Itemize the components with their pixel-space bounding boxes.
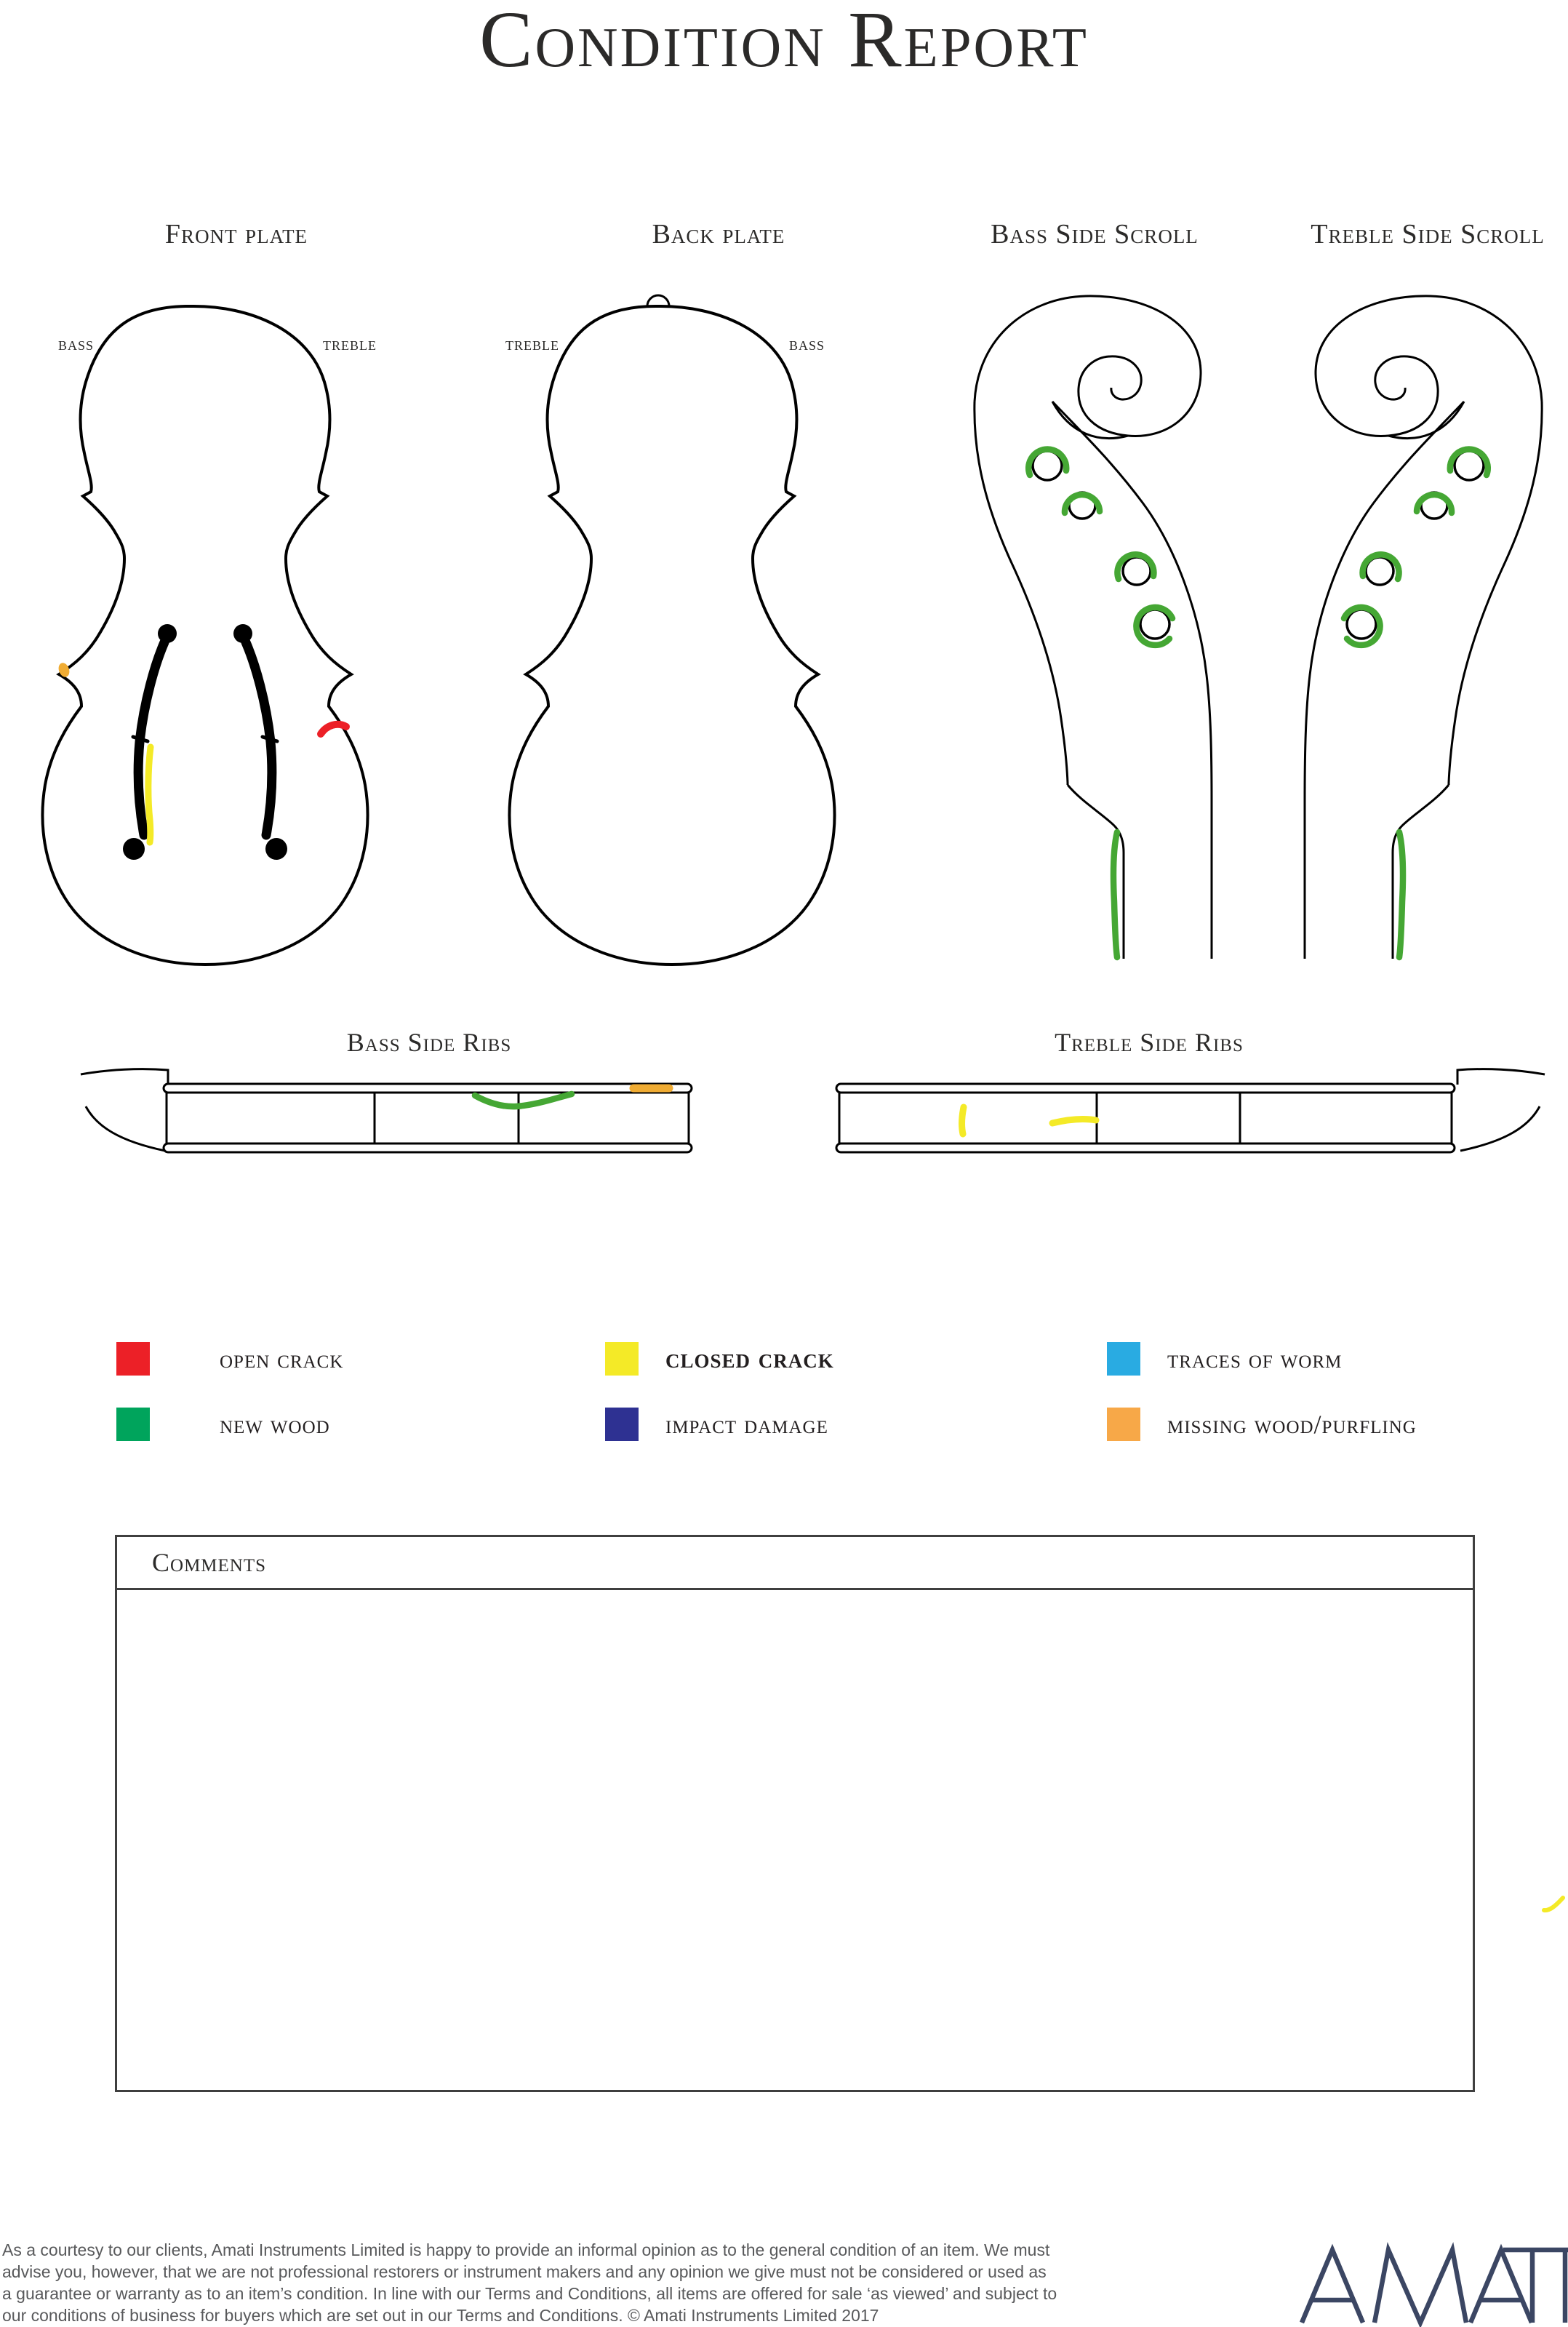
bass-ribs-outline: [81, 1069, 692, 1152]
bass-scroll-diagram: [971, 291, 1218, 982]
legend-label-closed-crack: closed crack: [665, 1343, 834, 1374]
legend-item-missing-wood: [1107, 1406, 1417, 1442]
section-title-back-plate: Back plate: [652, 219, 785, 250]
front-plate-bass-label: bass: [58, 333, 95, 354]
page-title: Condition Report: [479, 0, 1089, 84]
footer-line: advise you, however, that we are not professional restorers or instrument makers and any opinion we give must not be considered or used as: [2, 2262, 1047, 2281]
comments-title: Comments: [152, 1548, 267, 1577]
treble-ribs-diagram: [793, 1058, 1568, 1160]
closed-crack-swatch-icon: [605, 1342, 639, 1376]
comments-box: [115, 1535, 1475, 2092]
right-f-hole-icon: [233, 624, 287, 860]
section-title-bass-scroll: Bass Side Scroll: [991, 219, 1199, 250]
legend-label-new-wood: new wood: [220, 1409, 330, 1439]
footer-disclaimer: [2, 2239, 1289, 2326]
legend-item-closed-crack: [605, 1341, 834, 1376]
back-plate-diagram: [507, 291, 841, 978]
treble-scroll-outline: [1305, 296, 1542, 959]
legend-label-impact-damage: impact damage: [665, 1409, 828, 1439]
legend-item-new-wood: [116, 1406, 330, 1442]
margin-closed-crack-mark: [1540, 1893, 1568, 1916]
comments-input[interactable]: [117, 1590, 1473, 2092]
back-plate-outline: [509, 306, 834, 965]
bass-scroll-new-wood-marks: [1028, 450, 1172, 957]
treble-scroll-new-wood-marks: [1344, 450, 1488, 957]
legend-item-impact-damage: [605, 1406, 828, 1442]
legend-item-traces-of-worm: [1107, 1341, 1342, 1376]
back-plate-button: [647, 295, 669, 306]
legend-item-open-crack: [116, 1341, 343, 1376]
back-plate-bass-label: bass: [789, 333, 825, 354]
traces-of-worm-swatch-icon: [1107, 1342, 1140, 1376]
missing-wood-swatch-icon: [1107, 1408, 1140, 1441]
open-crack-swatch-icon: [116, 1342, 150, 1376]
bass-ribs-diagram: [76, 1058, 778, 1160]
section-title-treble-scroll: Treble Side Scroll: [1311, 219, 1545, 250]
impact-damage-swatch-icon: [605, 1408, 639, 1441]
treble-ribs-closed-crack-mark-1: [962, 1107, 964, 1134]
footer-line: a guarantee or warranty as to an item’s condition. In line with our Terms and Conditions, all items are offered for sale ‘as viewed’ and subject to: [2, 2284, 1057, 2303]
footer-line: our conditions of business for buyers which are set out in our Terms and Conditions. © Amati Instruments Limited 2017: [2, 2306, 879, 2325]
front-plate-outline: [42, 306, 367, 965]
front-plate-diagram: [40, 302, 375, 978]
footer-line: As a courtesy to our clients, Amati Instruments Limited is happy to provide an informal opinion as to the general condition of an item. We must: [2, 2240, 1050, 2259]
treble-scroll-diagram: [1298, 291, 1545, 982]
section-title-treble-ribs: Treble Side Ribs: [1055, 1028, 1244, 1057]
new-wood-swatch-icon: [116, 1408, 150, 1441]
front-closed-crack-mark: [148, 747, 151, 842]
comments-header: [117, 1537, 1473, 1590]
treble-ribs-closed-crack-mark-2: [1052, 1119, 1096, 1123]
bass-scroll-outline: [975, 296, 1212, 959]
treble-ribs-outline: [836, 1069, 1545, 1152]
section-title-front-plate: Front plate: [164, 219, 308, 250]
legend-label-missing-wood: missing wood/purfling: [1167, 1409, 1417, 1439]
legend-label-open-crack: open crack: [220, 1344, 344, 1373]
legend-label-traces-of-worm: traces of worm: [1167, 1344, 1343, 1373]
section-title-bass-ribs: Bass Side Ribs: [346, 1028, 512, 1057]
back-plate-treble-label: treble: [505, 333, 559, 354]
front-plate-treble-label: treble: [323, 333, 377, 354]
amati-logo: [1287, 2244, 1568, 2327]
